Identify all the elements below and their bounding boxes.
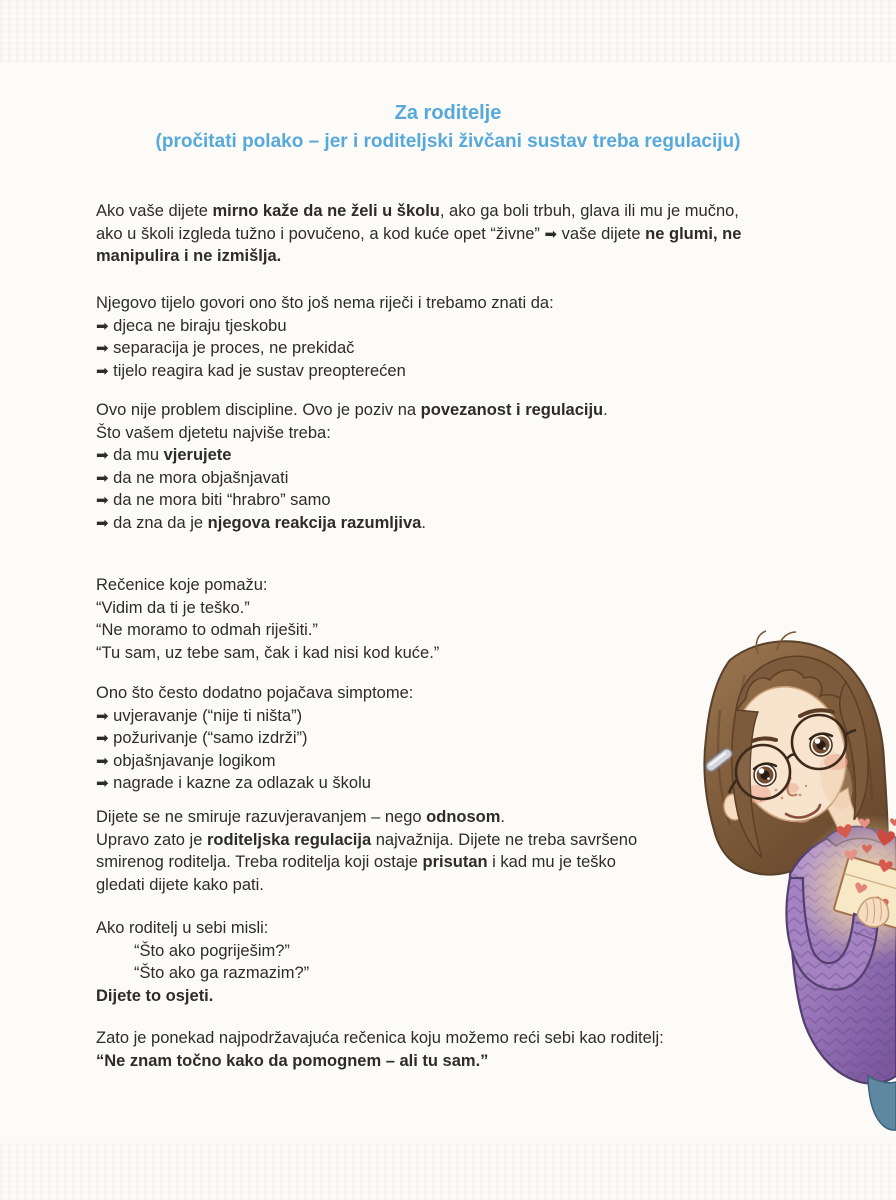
text-line: manipulira i ne izmišlja. xyxy=(96,247,282,265)
text-line: Dijete to osjeti. xyxy=(96,986,214,1005)
arrow-bullet-icon: ➡ xyxy=(96,513,109,532)
text-line: gledati dijete kako pati. xyxy=(96,875,264,894)
arrow-bullet-icon: ➡ xyxy=(96,774,109,792)
arrow-bullet-icon: ➡ xyxy=(96,339,109,357)
text-line: Ono što često dodatno pojačava simptome: xyxy=(96,684,414,702)
text-line: ➡ separacija je proces, ne prekidač xyxy=(96,339,355,357)
paragraph xyxy=(96,200,896,268)
text-line: “Ne moramo to odmah riješiti.” xyxy=(96,621,318,639)
arrow-bullet-icon: ➡ xyxy=(96,446,109,464)
text-line: Dijete se ne smiruje razuvjeravanjem – nego odnosom. xyxy=(96,808,506,826)
text-line: “Tu sam, uz tebe sam, čak i kad nisi kod kuće.” xyxy=(96,643,440,662)
paragraph xyxy=(96,399,896,534)
text-line: Zato je ponekad najpodržavajuća rečenica koju možemo reći sebi kao roditelj: xyxy=(96,1029,664,1047)
text-line: “Što ako pogriješim?” xyxy=(134,941,290,960)
arrow-bullet-icon: ➡ xyxy=(96,751,109,770)
page-subtitle: (pročitati polako – jer i roditeljski živčani sustav treba regulaciju) xyxy=(155,131,741,152)
text-line: Upravo zato je roditeljska regulacija najvažnija. Dijete ne treba savršeno xyxy=(96,830,638,849)
text-line: ➡ djeca ne biraju tjeskobu xyxy=(96,316,287,335)
arrow-bullet-icon: ➡ xyxy=(544,224,558,243)
text-line: ➡ nagrade i kazne za odlazak u školu xyxy=(96,774,371,792)
page-title: Za roditelje xyxy=(394,102,502,124)
text-line: smirenog roditelja. Treba roditelja koji ostaje prisutan i kad mu je teško xyxy=(96,853,616,871)
paragraph xyxy=(96,292,896,382)
text-line: ➡ uvjeravanje (“nije ti ništa”) xyxy=(96,706,303,725)
text-line: ➡ tijelo reagira kad je sustav preopterećen xyxy=(96,361,406,380)
text-line: ➡ požurivanje (“samo izdrži”) xyxy=(96,729,308,747)
arrow-bullet-icon: ➡ xyxy=(96,361,109,380)
arrow-bullet-icon: ➡ xyxy=(96,491,109,509)
arrow-bullet-icon: ➡ xyxy=(96,468,109,487)
text-line: ➡ da ne mora objašnjavati xyxy=(96,468,289,487)
text-line: “Što ako ga razmazim?” xyxy=(134,964,310,982)
text-line: Što vašem djetetu najviše treba: xyxy=(96,423,331,442)
text-line: ➡ da ne mora biti “hrabro” samo xyxy=(96,491,331,509)
text-line: Ovo nije problem discipline. Ovo je poziv na povezanost i regulaciju. xyxy=(96,401,608,419)
text-line: Rečenice koje pomažu: xyxy=(96,576,268,594)
text-line: Ako vaše dijete mirno kaže da ne želi u školu, ako ga boli trbuh, glava ili mu je mučno, xyxy=(96,202,739,220)
arrow-bullet-icon: ➡ xyxy=(96,706,109,725)
text-line: “Vidim da ti je teško.” xyxy=(96,598,250,617)
text-line: ako u školi izgleda tužno i povučeno, a kod kuće opet “živne” ➡ vaše dijete ne glumi, ne xyxy=(96,224,742,243)
girl-illustration xyxy=(640,630,896,1200)
arrow-bullet-icon: ➡ xyxy=(96,729,109,747)
text-line: Ako roditelj u sebi misli: xyxy=(96,919,269,937)
text-line: ➡ da zna da je njegova reakcija razumljiva. xyxy=(96,513,426,532)
text-line: “Ne znam točno kako da pomognem – ali tu sam.” xyxy=(96,1051,489,1070)
jeans xyxy=(868,1076,896,1130)
text-line: ➡ objašnjavanje logikom xyxy=(96,751,276,770)
text-line: Njegovo tijelo govori ono što još nema riječi i trebamo znati da: xyxy=(96,294,554,312)
arrow-bullet-icon: ➡ xyxy=(96,316,109,335)
text-line: ➡ da mu vjerujete xyxy=(96,446,232,464)
